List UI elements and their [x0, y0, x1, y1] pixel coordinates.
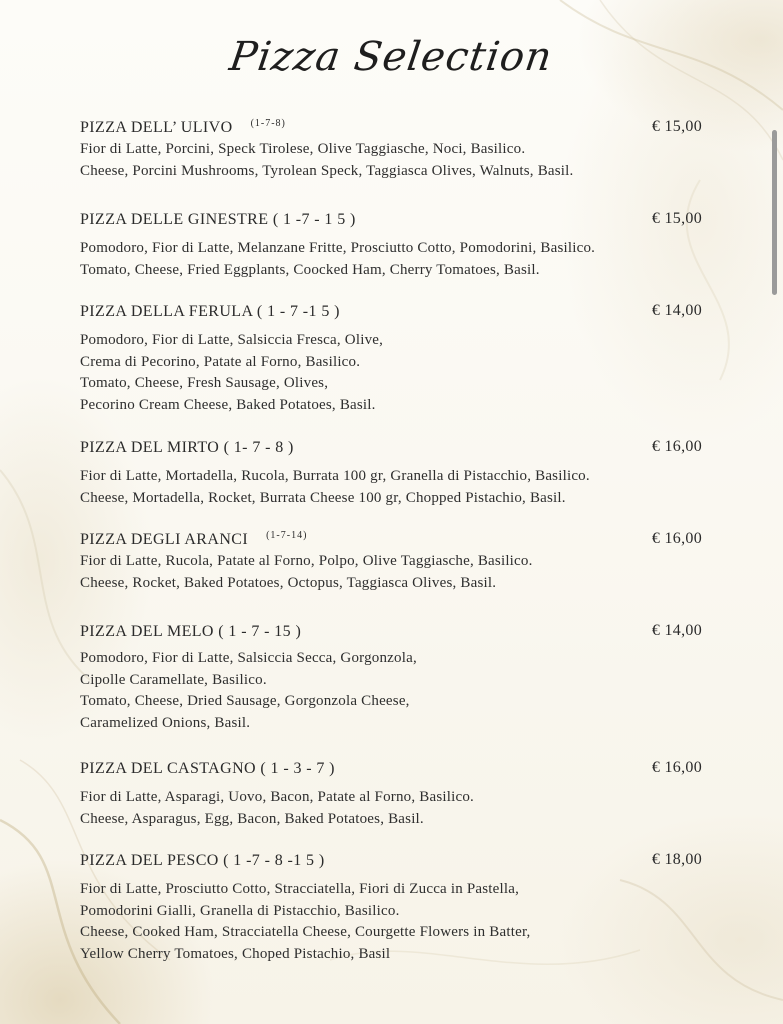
menu-item-description-line: Fior di Latte, Porcini, Speck Tirolese, Olive Taggiasche, Noci, Basilico. — [80, 141, 526, 157]
menu-item-name: PIZZA DEL MELO ( 1 - 7 - 15 ) — [80, 623, 302, 640]
menu-item-description-line: Fior di Latte, Mortadella, Rucola, Burrata 100 gr, Granella di Pistacchio, Basilico. — [80, 468, 590, 484]
menu-item — [80, 851, 710, 965]
menu-item-description-line: Fior di Latte, Asparagi, Uovo, Bacon, Patate al Forno, Basilico. — [80, 789, 474, 805]
menu-item-header — [80, 530, 710, 552]
menu-item-header — [80, 118, 710, 140]
menu-item-price: € 16,00 — [651, 530, 702, 547]
menu-item-description-line: Cheese, Asparagus, Egg, Bacon, Baked Potatoes, Basil. — [80, 810, 424, 827]
menu-item-description — [80, 648, 710, 734]
menu-item-price: € 14,00 — [651, 622, 702, 639]
menu-item-name: PIZZA DEL MIRTO ( 1- 7 - 8 ) — [80, 439, 294, 456]
menu-item — [80, 622, 710, 734]
menu-item-header — [80, 622, 710, 644]
menu-item-price: € 15,00 — [651, 210, 702, 227]
menu-item-description — [80, 787, 710, 830]
menu-item-description-line: Yellow Cherry Tomatoes, Choped Pistachio, Basil — [80, 945, 391, 962]
menu-item-description-line: Tomato, Cheese, Dried Sausage, Gorgonzola Cheese, — [80, 693, 410, 709]
menu-item-description-line: Tomato, Cheese, Fried Eggplants, Coocked Ham, Cherry Tomatoes, Basil. — [80, 261, 540, 278]
menu-item — [80, 759, 710, 830]
menu-item-price: € 16,00 — [651, 759, 702, 776]
menu-item-description-line: Pecorino Cream Cheese, Baked Potatoes, Basil. — [80, 396, 376, 413]
menu-item — [80, 530, 710, 594]
menu-item-description-line: Cheese, Mortadella, Rocket, Burrata Cheese 100 gr, Chopped Pistachio, Basil. — [80, 489, 566, 506]
menu-item-header — [80, 302, 710, 324]
menu-item-description-line: Crema di Pecorino, Patate al Forno, Basilico. — [80, 353, 361, 370]
menu-item-description-line: Cheese, Rocket, Baked Potatoes, Octopus, Taggiasca Olives, Basil. — [80, 574, 497, 591]
menu-item — [80, 118, 710, 182]
menu-item-price: € 15,00 — [651, 118, 702, 135]
menu-item-header — [80, 759, 710, 781]
menu-item-description — [80, 139, 710, 182]
menu-item-name: PIZZA DELL’ ULIVO — [80, 119, 233, 136]
menu-item-name: PIZZA DELLA FERULA ( 1 - 7 -1 5 ) — [80, 303, 340, 320]
menu-item-description-line: Pomodoro, Fior di Latte, Salsiccia Secca, Gorgonzola, — [80, 650, 417, 666]
menu-item-description — [80, 238, 710, 281]
menu-item-description — [80, 551, 710, 594]
menu-item-description-line: Pomodoro, Fior di Latte, Salsiccia Fresca, Olive, — [80, 332, 384, 348]
menu-item-description-line: Pomodorini Gialli, Granella di Pistacchio, Basilico. — [80, 902, 400, 919]
scrollbar[interactable] — [772, 130, 777, 295]
menu-item-description-line: Pomodoro, Fior di Latte, Melanzane Fritte, Prosciutto Cotto, Pomodorini, Basilico. — [80, 240, 596, 256]
menu-item-description-line: Cipolle Caramellate, Basilico. — [80, 671, 267, 688]
menu-item-price: € 18,00 — [651, 851, 702, 868]
menu-item-description-line: Caramelized Onions, Basil. — [80, 714, 251, 731]
menu-item-header — [80, 210, 710, 232]
menu-item-description — [80, 330, 710, 416]
menu-item — [80, 210, 710, 281]
menu-item-description-line: Cheese, Porcini Mushrooms, Tyrolean Speck, Taggiasca Olives, Walnuts, Basil. — [80, 162, 574, 179]
menu-item-name: PIZZA DEL CASTAGNO ( 1 - 3 - 7 ) — [80, 760, 335, 777]
menu-item-name: PIZZA DELLE GINESTRE ( 1 -7 - 1 5 ) — [80, 211, 356, 228]
menu-title — [0, 34, 783, 114]
menu-item-description-line: Fior di Latte, Prosciutto Cotto, Stracciatella, Fiori di Zucca in Pastella, — [80, 881, 520, 897]
menu-title-text: Pizza Selection — [227, 34, 556, 80]
menu-item-header — [80, 851, 710, 873]
menu-item — [80, 302, 710, 416]
menu-item-header — [80, 438, 710, 460]
menu-item-name: PIZZA DEL PESCO ( 1 -7 - 8 -1 5 ) — [80, 852, 325, 869]
menu-item-allergens: (1-7-14) — [266, 530, 308, 541]
menu-item-allergens: (1-7-8) — [250, 118, 286, 129]
menu-item-price: € 14,00 — [651, 302, 702, 319]
menu-item-description-line: Fior di Latte, Rucola, Patate al Forno, Polpo, Olive Taggiasche, Basilico. — [80, 553, 533, 569]
menu-item-price: € 16,00 — [651, 438, 702, 455]
menu-item-description-line: Cheese, Cooked Ham, Stracciatella Cheese, Courgette Flowers in Batter, — [80, 924, 531, 940]
menu-item-description — [80, 879, 710, 965]
menu-item-description — [80, 466, 710, 509]
menu-item — [80, 438, 710, 509]
menu-item-description-line: Tomato, Cheese, Fresh Sausage, Olives, — [80, 375, 329, 391]
menu-item-name: PIZZA DEGLI ARANCI — [80, 531, 249, 548]
